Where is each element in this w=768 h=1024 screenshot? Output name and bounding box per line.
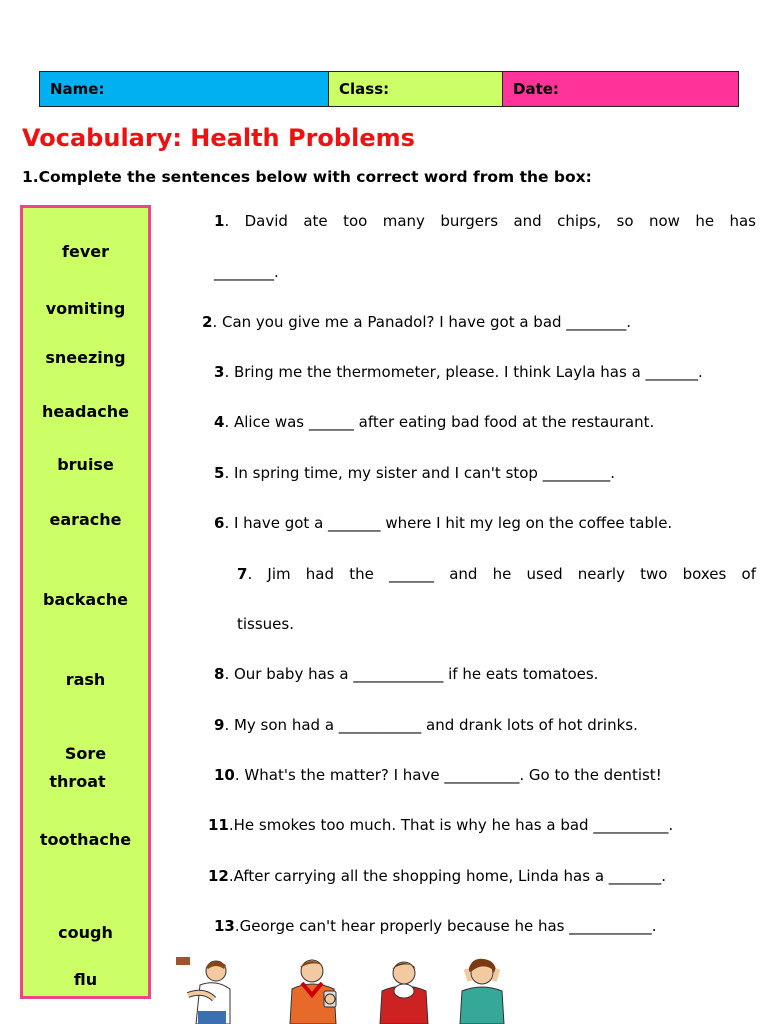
name-field[interactable] <box>40 72 329 106</box>
header-table <box>39 71 739 107</box>
class-field[interactable] <box>329 72 503 106</box>
word-throat: throat <box>49 772 106 791</box>
word-rash: rash <box>65 670 106 689</box>
word-bruise: bruise <box>57 455 114 474</box>
sentence-11 <box>208 815 673 835</box>
sentence-number: 5 <box>214 464 225 482</box>
sentence-text: .After carrying all the shopping home, Linda has a _______. <box>228 867 667 885</box>
word-earache: earache <box>49 510 122 529</box>
sentence-text: . Jim had the ______ and he used nearly two boxes of <box>247 565 756 583</box>
instruction-number: 1 <box>22 168 33 186</box>
sentence-text: . Can you give me a Panadol? I have got a bad ________. <box>212 313 632 331</box>
sentence-text: . In spring time, my sister and I can't stop _________. <box>224 464 615 482</box>
sentence-number: 3 <box>214 363 225 381</box>
sentence-text: .He smokes too much. That is why he has a bad __________. <box>228 816 674 834</box>
sentence-6 <box>214 513 672 533</box>
sentence-text: . David ate too many burgers and chips, so now he has <box>224 212 756 230</box>
word-toothache: toothache <box>39 830 132 849</box>
name-label: Name: <box>50 80 105 98</box>
page-title: Vocabulary: Health Problems <box>22 124 415 152</box>
sentence-3 <box>214 362 703 382</box>
sentence-9 <box>214 715 638 735</box>
word-sore: Sore <box>64 744 107 763</box>
sentence-number: 6 <box>214 514 225 532</box>
sentence-number: 10 <box>214 766 235 784</box>
sentence-text: . Our baby has a ____________ if he eats tomatoes. <box>224 665 599 683</box>
sentence-1-continued: ________. <box>214 263 279 281</box>
sentence-4 <box>214 412 654 432</box>
word-backache: backache <box>43 590 128 609</box>
sentence-12 <box>208 866 666 886</box>
word-box <box>20 205 151 999</box>
sentence-number: 2 <box>202 313 213 331</box>
sentence-text: . Bring me the thermometer, please. I think Layla has a _______. <box>224 363 703 381</box>
word-vomiting: vomiting <box>45 299 126 318</box>
class-label: Class: <box>339 80 390 98</box>
sentence-10 <box>214 765 662 785</box>
instruction-text: .Complete the sentences below with correct word from the box: <box>32 168 592 186</box>
word-sneezing: sneezing <box>45 348 126 367</box>
sentence-number: 8 <box>214 665 225 683</box>
sentence-number: 9 <box>214 716 225 734</box>
word-headache: headache <box>41 402 129 421</box>
sentence-number: 7 <box>237 565 248 583</box>
date-field[interactable] <box>503 72 738 106</box>
sentence-number: 12 <box>208 867 229 885</box>
sentence-1 <box>214 211 756 231</box>
sentence-text: .George can't hear properly because he has ___________. <box>234 917 657 935</box>
sentence-text: . My son had a ___________ and drank lots of hot drinks. <box>224 716 638 734</box>
sentence-number: 11 <box>208 816 229 834</box>
sentence-7-continued: tissues. <box>237 615 294 633</box>
sentence-text: . What's the matter? I have __________. Go to the dentist! <box>234 766 662 784</box>
sentence-7 <box>237 564 756 584</box>
sentence-13 <box>214 916 657 936</box>
date-label: Date: <box>513 80 559 98</box>
fever-person-icon <box>284 955 344 1024</box>
sentence-5 <box>214 463 615 483</box>
sentence-number: 4 <box>214 413 225 431</box>
instruction <box>22 168 592 186</box>
sentence-2 <box>202 312 631 332</box>
sentence-number: 1 <box>214 212 225 230</box>
word-fever: fever <box>62 242 109 261</box>
word-cough: cough <box>58 923 113 942</box>
headache-person-icon <box>452 955 512 1024</box>
word-flu: flu <box>73 970 98 989</box>
stomachache-person-icon <box>174 955 234 1024</box>
sentence-text: . I have got a _______ where I hit my leg on the coffee table. <box>224 514 673 532</box>
sentence-8 <box>214 664 598 684</box>
sneezing-person-icon <box>374 955 434 1024</box>
sentence-text: . Alice was ______ after eating bad food at the restaurant. <box>224 413 655 431</box>
illustrations <box>170 955 510 1024</box>
sentence-number: 13 <box>214 917 235 935</box>
